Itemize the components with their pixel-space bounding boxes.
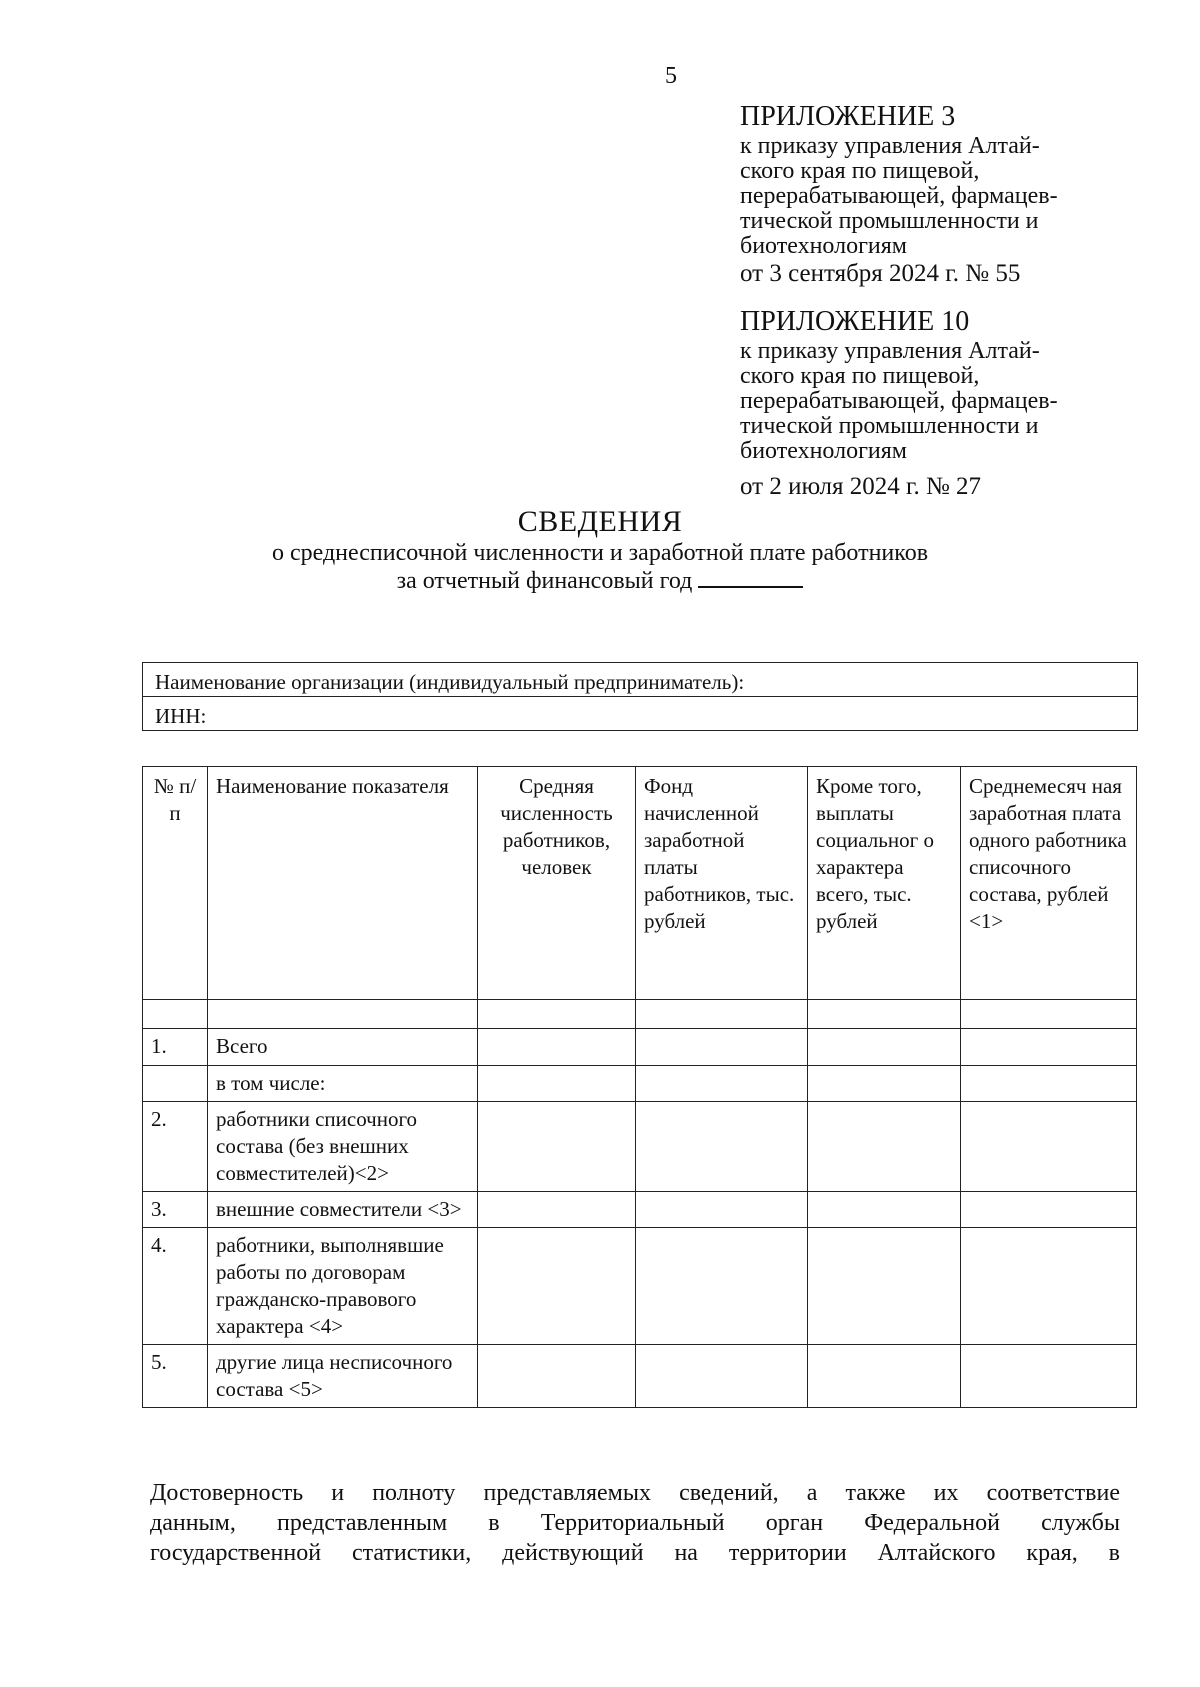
appendix-10-order-text [740,339,1122,464]
input-cell[interactable] [478,1345,636,1408]
row-number: 5. [143,1345,208,1408]
certification-paragraph [150,1478,1120,1568]
row-indicator: в том числе: [208,1066,478,1102]
header-wage-fund: Фонд начисленной заработной платы работников, тыс. рублей [636,767,808,1000]
row-number: 3. [143,1192,208,1228]
table-cell [208,1000,478,1029]
appendix-3-date: от 3 сентября 2024 г. № 55 [740,260,1021,287]
table-cell [478,1000,636,1029]
row-number: 2. [143,1102,208,1192]
appendix-3-line: ского края по пищевой, [740,158,980,184]
input-cell[interactable] [808,1192,961,1228]
input-cell[interactable] [478,1192,636,1228]
table-cell [808,1000,961,1029]
input-cell[interactable] [478,1066,636,1102]
reporting-year-line [120,567,1080,595]
paragraph-line: государственной статистики, действующий на территории Алтайского края, в [150,1540,1120,1566]
table-cell [636,1000,808,1029]
row-indicator: внешние совместители <3> [208,1192,478,1228]
input-cell[interactable] [636,1228,808,1345]
row-indicator: работники списочного состава (без внешних совместителей)<2> [208,1102,478,1192]
appendix-10-line: перерабатывающей, фармацев- [740,388,1058,414]
input-cell[interactable] [636,1066,808,1102]
document-heading [120,505,1080,595]
table-row [143,1029,1137,1066]
appendix-3-line: перерабатывающей, фармацев- [740,183,1058,209]
table-cell [143,1000,208,1029]
page-number: 5 [665,63,677,89]
appendix-3-block [740,100,1122,289]
reporting-year-label: за отчетный финансовый год [396,568,693,594]
input-cell[interactable] [636,1345,808,1408]
appendix-3-title: ПРИЛОЖЕНИЕ 3 [740,101,956,132]
table-cell [961,1000,1137,1029]
appendix-10-block [740,305,1122,502]
input-cell[interactable] [478,1029,636,1066]
input-cell[interactable] [961,1102,1137,1192]
input-cell[interactable] [961,1345,1137,1408]
header-social-payments: Кроме того, выплаты социальног о характера всего, тыс. рублей [808,767,961,1000]
input-cell[interactable] [478,1228,636,1345]
organization-name-field[interactable]: Наименование организации (индивидуальный предприниматель): [143,663,1138,697]
paragraph-line: Достоверность и полноту представляемых сведений, а также их соответствие [150,1480,1120,1506]
table-row [143,1102,1137,1192]
input-cell[interactable] [636,1102,808,1192]
table-row [143,1228,1137,1345]
document-title: СВЕДЕНИЯ [517,505,683,538]
input-cell[interactable] [808,1102,961,1192]
appendix-3-line: тической промышленности и [740,208,1039,234]
appendix-3-order-text [740,134,1122,259]
employees-wage-table [142,766,1137,1408]
input-cell[interactable] [961,1029,1137,1066]
row-number: 4. [143,1228,208,1345]
organization-table [142,662,1138,731]
input-cell[interactable] [808,1345,961,1408]
year-blank-field[interactable] [698,568,803,588]
input-cell[interactable] [808,1228,961,1345]
appendix-10-title: ПРИЛОЖЕНИЕ 10 [740,306,970,337]
row-number [143,1066,208,1102]
appendix-3-line: к приказу управления Алтай- [740,133,1040,159]
input-cell[interactable] [961,1228,1137,1345]
row-indicator: работники, выполнявшие работы по договорам гражданско-правового характера <4> [208,1228,478,1345]
table-row [143,1192,1137,1228]
input-cell[interactable] [961,1066,1137,1102]
input-cell[interactable] [636,1192,808,1228]
header-average-headcount: Средняя численность работников, человек [478,767,636,1000]
appendix-10-line: биотехнологиям [740,438,907,464]
appendix-10-line: ского края по пищевой, [740,363,980,389]
document-subtitle: о среднесписочной численности и заработной плате работников [271,540,929,566]
input-cell[interactable] [636,1029,808,1066]
row-number: 1. [143,1029,208,1066]
paragraph-line: данным, представленным в Территориальный орган Федеральной службы [150,1510,1120,1536]
appendix-10-line: тической промышленности и [740,413,1039,439]
appendix-10-date: от 2 июля 2024 г. № 27 [740,473,982,500]
appendix-10-line: к приказу управления Алтай- [740,338,1040,364]
header-num: № п/п [143,767,208,1000]
input-cell[interactable] [478,1102,636,1192]
input-cell[interactable] [808,1029,961,1066]
input-cell[interactable] [808,1066,961,1102]
header-average-monthly-wage: Среднемесяч ная заработная плата одного работника списочного состава, рублей <1> [961,767,1137,1000]
table-header-row [143,767,1137,1000]
header-indicator-name: Наименование показателя [208,767,478,1000]
table-spacer-row [143,1000,1137,1029]
row-indicator: Всего [208,1029,478,1066]
row-indicator: другие лица несписочного состава <5> [208,1345,478,1408]
table-row [143,1345,1137,1408]
appendix-3-line: биотехнологиям [740,233,907,259]
table-row [143,1066,1137,1102]
input-cell[interactable] [961,1192,1137,1228]
inn-field[interactable]: ИНН: [143,697,1138,731]
